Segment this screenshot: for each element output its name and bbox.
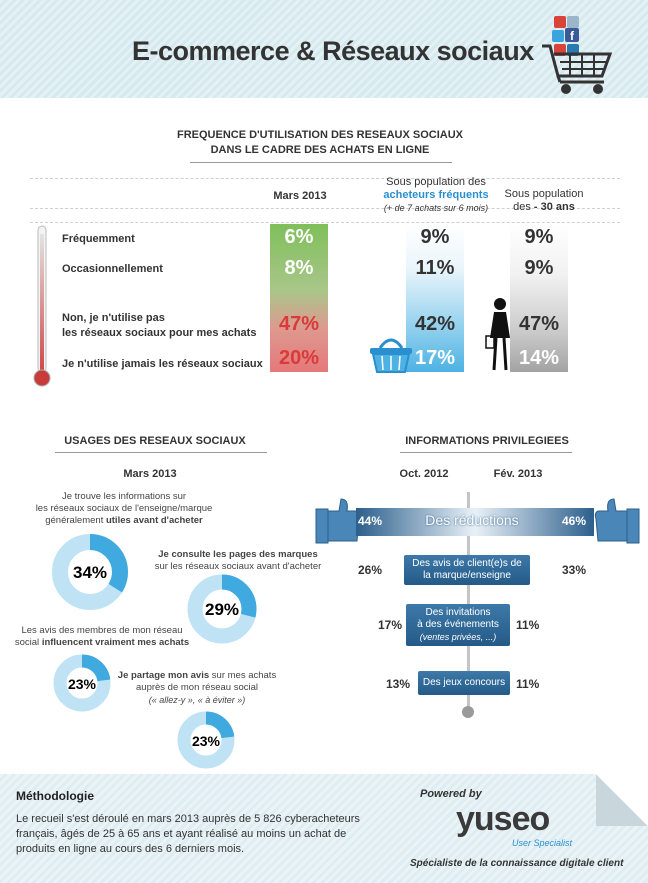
donut-share-opinion — [176, 710, 236, 770]
donut-brand-pages — [185, 572, 259, 646]
usage-text-share-opinion: Je partage mon avis sur mes achats auprès de mon réseau social (« allez-y », « à éviter ») — [117, 670, 277, 705]
shopping-cart-icon — [540, 14, 620, 98]
row-label-never: Je n'utilise jamais les réseaux sociaux — [62, 358, 263, 370]
infos-label-reductions: Des réductions — [425, 512, 519, 528]
shopper-woman-icon — [484, 296, 514, 376]
yuseo-logo: yuseo — [456, 800, 550, 838]
yuseo-slogan: Spécialiste de la connaissance digitale client — [410, 858, 624, 869]
infos-right-reviews: 33% — [562, 563, 587, 577]
col-head-mars-2013: Mars 2013 — [273, 190, 327, 202]
infos-section-title: INFORMATIONS PRIVILEGIEES — [405, 435, 569, 447]
infos-right-reductions: 46% — [562, 514, 587, 528]
donut-value-useful-info: 34% — [72, 563, 108, 582]
infos-bar-reviews: Des avis de client(e)s de la marque/enseigne — [404, 555, 530, 585]
usages-section-title: USAGES DES RESEAUX SOCIAUX — [64, 435, 246, 447]
page-title: E-commerce & Réseaux sociaux — [132, 36, 534, 66]
freq-title-rule — [190, 162, 452, 163]
pinterest-icon — [554, 16, 566, 28]
powered-by-label: Powered by — [420, 788, 482, 800]
row-label-not-for-purchases: Non, je n'utilise pas les réseaux sociaux pour mes achats — [62, 312, 257, 339]
value-mars-occasionally: 8% — [284, 257, 314, 279]
row-label-occasionally: Occasionnellement — [62, 263, 163, 275]
shopping-basket-icon — [368, 334, 414, 374]
infos-left-reductions: 44% — [358, 514, 383, 528]
donut-value-influence: 23% — [67, 676, 97, 692]
usage-text-influence: Les avis des membres de mon réseau social influencent vraiment mes achats — [14, 625, 190, 648]
infos-bar-contests: Des jeux concours — [418, 671, 510, 695]
social-icon — [567, 16, 579, 28]
infos-left-invitations: 17% — [378, 618, 403, 632]
infos-left-contests: 13% — [386, 677, 411, 691]
donut-value-brand-pages: 29% — [204, 600, 240, 619]
infos-left-reviews: 26% — [358, 563, 383, 577]
usage-text-brand-pages: Je consulte les pages des marques sur les réseaux sociaux avant d'acheter — [154, 549, 322, 572]
value-under30-not-for-purchases: 47% — [518, 313, 560, 335]
infos-right-invitations: 11% — [516, 618, 540, 632]
value-frequent-not-for-purchases: 42% — [414, 313, 456, 335]
usage-text-useful-info: Je trouve les informations sur les réseaux sociaux de l'enseigne/marque généralement utiles avant d'acheter — [35, 491, 213, 526]
infos-bar-invitations: Des invitations à des événements (ventes privées, ...) — [406, 604, 510, 646]
value-mars-never: 20% — [278, 347, 320, 369]
value-frequent-never: 17% — [414, 347, 456, 369]
row-label-frequently: Fréquemment — [62, 233, 135, 245]
infos-col-oct-2012: Oct. 2012 — [399, 468, 449, 480]
infos-right-contests: 11% — [516, 677, 540, 691]
value-frequent-frequently: 9% — [420, 226, 450, 248]
value-mars-not-for-purchases: 47% — [278, 313, 320, 335]
thumbs-up-right-icon — [594, 497, 640, 545]
infos-col-fev-2013: Fév. 2013 — [493, 468, 543, 480]
svg-text:f: f — [570, 29, 574, 43]
value-under30-never: 14% — [518, 347, 560, 369]
donut-influence — [52, 653, 112, 713]
donut-value-share-opinion: 23% — [191, 733, 221, 749]
usages-subtitle: Mars 2013 — [123, 468, 177, 480]
value-under30-frequently: 9% — [524, 226, 554, 248]
yuseo-tagline: User Specialist — [512, 838, 573, 848]
value-under30-occasionally: 9% — [524, 257, 554, 279]
col-head-under-30: Sous population des - 30 ans — [504, 188, 584, 213]
twitter-icon — [552, 30, 564, 42]
value-mars-frequently: 6% — [284, 226, 314, 248]
thumbs-up-left-icon — [315, 497, 361, 545]
value-frequent-occasionally: 11% — [415, 257, 455, 279]
page-curl — [596, 774, 648, 826]
methodology-text: Le recueil s'est déroulé en mars 2013 auprès de 5 826 cyberacheteurs français, âgés de 25 à 65 ans et ayant réalisé au moins un achat de produits en ligne au cours des 6 derniers mois. — [16, 813, 360, 855]
thermometer-icon — [32, 224, 52, 390]
donut-useful-info — [50, 532, 130, 612]
methodology-title: Méthodologie — [16, 789, 94, 803]
col-head-frequent-buyers: Sous population des acheteurs fréquents (+ de 7 achats sur 6 mois) — [383, 176, 489, 213]
freq-section-title: FREQUENCE D'UTILISATION DES RESEAUX SOCIAUX DANS LE CADRE DES ACHATS EN LIGNE — [177, 129, 463, 156]
